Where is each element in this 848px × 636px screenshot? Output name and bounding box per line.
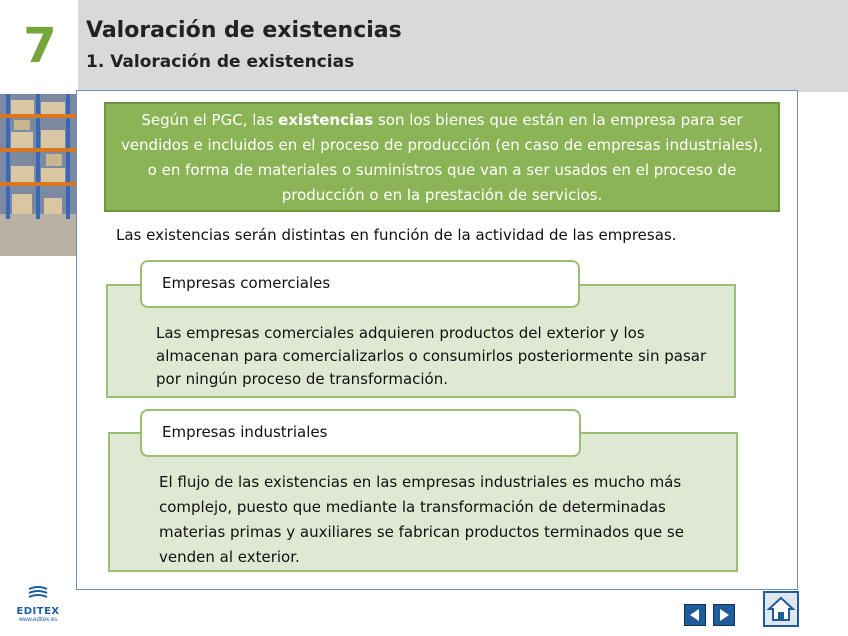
logo-text: EDITEX (16, 606, 60, 617)
prev-button[interactable] (684, 604, 706, 626)
category-tab-commercial (140, 260, 580, 308)
category-body-commercial: Las empresas comerciales adquieren productos del exterior y los almacenan para comercializarlos o consumirlos posteriormente sin pasar por ningún proceso de transformación. (156, 324, 707, 388)
definition-box (104, 102, 780, 212)
page-title: Valoración de existencias (86, 18, 402, 43)
page-subtitle: 1. Valoración de existencias (86, 52, 355, 72)
category-title: Empresas industriales (162, 423, 328, 441)
intro-text: Las existencias serán distintas en función de la actividad de las empresas. (116, 226, 677, 244)
definition-suffix: son los bienes que están en la empresa para ser vendidos e incluidos en el proceso de producción (en caso de empresas industriales), o en forma de materiales o suministros que van a ser usados en el proceso de producción o en la prestación de servicios. (120, 111, 764, 204)
home-button[interactable] (763, 591, 799, 627)
logo-url: www.editex.es (18, 617, 58, 623)
category-tab-industrial (140, 409, 581, 457)
arrow-left-icon (685, 605, 705, 625)
header-band (78, 0, 848, 92)
warehouse-photo (0, 94, 76, 256)
next-button[interactable] (713, 604, 735, 626)
definition-prefix: Según el PGC, las (141, 111, 279, 129)
category-title: Empresas comerciales (162, 274, 331, 292)
definition-bold-word: existencias (278, 111, 374, 129)
editex-logo (14, 586, 62, 626)
chapter-number: 7 (23, 18, 57, 74)
editex-logo-mark (27, 586, 49, 600)
arrow-right-icon (714, 605, 734, 625)
home-icon (765, 593, 797, 625)
category-body-industrial: El flujo de las existencias en las empresas industriales es mucho más complejo, puesto que mediante la transformación de determinadas materias primas y auxiliares se fabrican productos terminados que se venden al exterior. (159, 473, 684, 566)
